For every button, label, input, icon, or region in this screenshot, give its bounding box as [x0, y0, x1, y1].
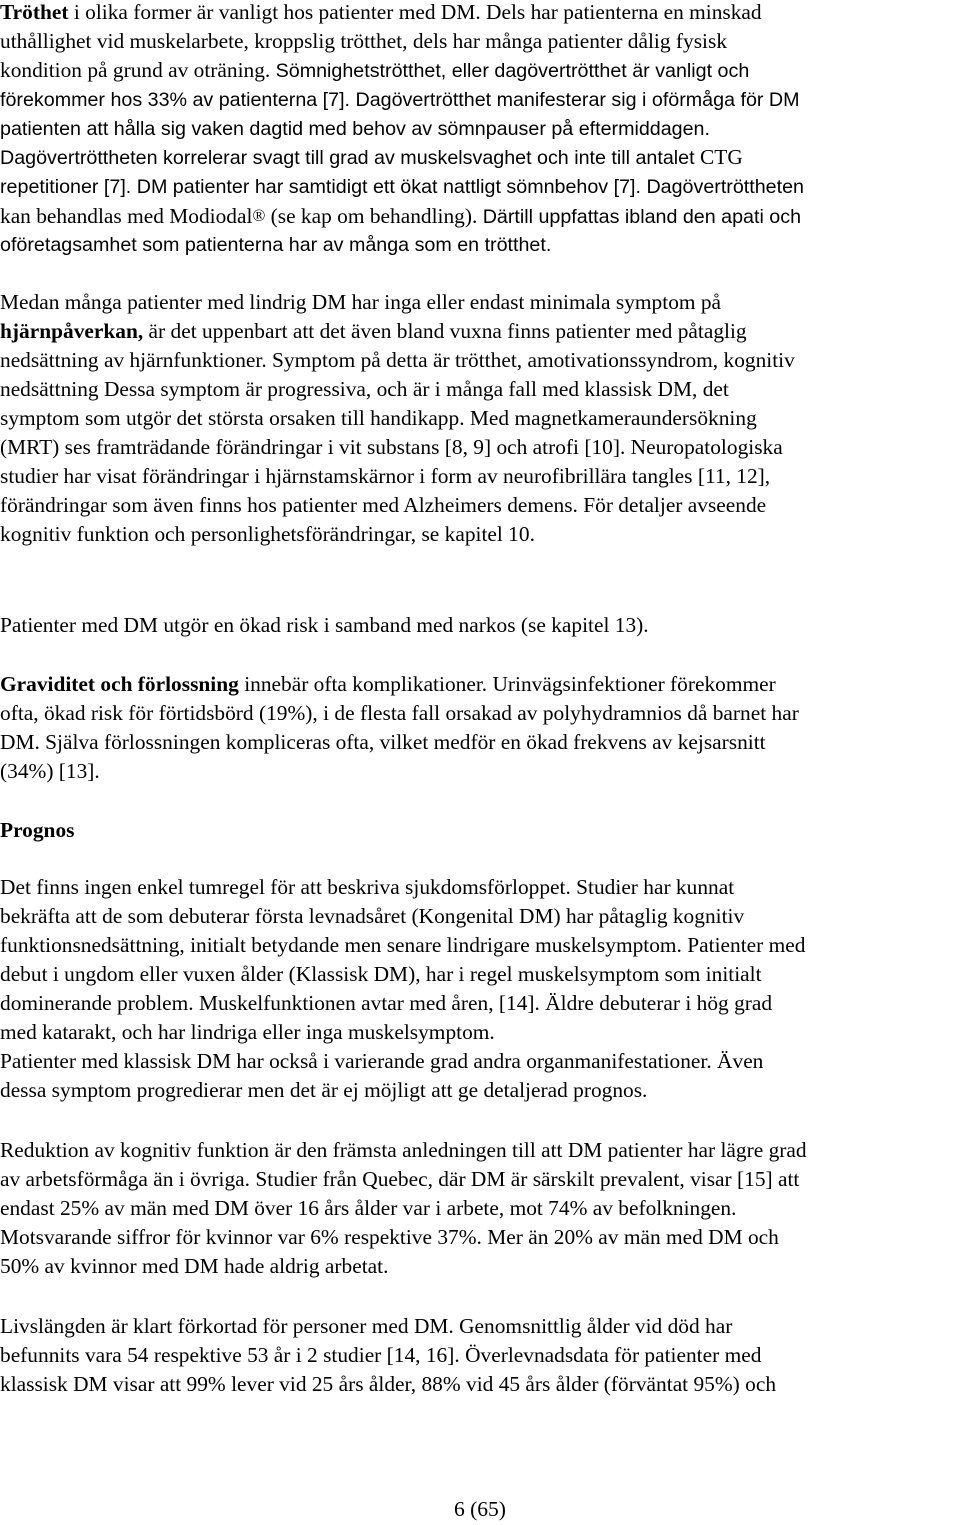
text-line [0, 1136, 955, 1165]
bold-text: Prognos [0, 818, 75, 842]
bold-text: hjärnpåverkan, [0, 319, 144, 343]
text-line [0, 462, 955, 491]
text-line [0, 1252, 955, 1281]
text-line [0, 143, 955, 172]
text-run: förändringar som även finns hos patienter med Alzheimers demens. För detaljer avseende [0, 493, 767, 517]
text-run: Sömnighetströtthet, eller dagövertrötthet är vanligt och [275, 60, 750, 82]
text-run: studier har visat förändringar i hjärnstamskärnor i form av neurofibrillära tangles [11, 12], [0, 464, 771, 488]
text-run: symptom som utgör det största orsaken till handikapp. Med magnetkameraundersökning [0, 406, 757, 430]
paragraph-fatigue [0, 0, 960, 259]
text-run: (34%) [13]. [0, 759, 100, 783]
paragraph-life-expectancy [0, 1312, 960, 1399]
text-run: Därtill uppfattas ibland den apati och [482, 206, 802, 228]
text-line [0, 989, 955, 1018]
text-run: Det finns ingen enkel tumregel för att beskriva sjukdomsförloppet. Studier har kunnat [0, 875, 735, 899]
text-run: funktionsnedsättning, initialt betydande men senare lindrigare muskelsymptom. Patienter med [0, 933, 806, 957]
text-run: dessa symptom progredierar men det är ej möjligt att ge detaljerad prognos. [0, 1078, 648, 1102]
text-run: Dagövertröttheten korrelerar svagt till grad av muskelsvaghet och inte till antalet [0, 147, 701, 169]
bold-text: Tröthet [0, 0, 69, 24]
text-run: Patienter med DM utgör en ökad risk i samband med narkos (se kapitel 13). [0, 613, 649, 637]
text-line [0, 699, 955, 728]
text-run: Reduktion av kognitiv funktion är den främsta anledningen till att DM patienter har lägre grad [0, 1138, 807, 1162]
text-run: endast 25% av män med DM över 16 års ålder var i arbete, mot 74% av befolkningen. [0, 1196, 737, 1220]
bold-text: Graviditet och förlossning [0, 672, 239, 696]
text-run: kondition på grund av oträning. [0, 58, 276, 82]
text-run: ofta, ökad risk för förtidsbörd (19%), i de flesta fall orsakad av polyhydramnios då barnet har [0, 701, 799, 725]
paragraph-pregnancy [0, 670, 960, 786]
paragraph-anesthesia [0, 611, 960, 640]
text-line [0, 1370, 955, 1399]
text-run: debut i ungdom eller vuxen ålder (Klassisk DM), har i regel muskelsymptom som initialt [0, 962, 762, 986]
text-line [0, 902, 955, 931]
text-run: Patienter med klassisk DM har också i varierande grad andra organmanifestationer. Även [0, 1049, 764, 1073]
text-run: Livslängden är klart förkortad för personer med DM. Genomsnittlig ålder vid död har [0, 1314, 733, 1338]
text-line [0, 375, 955, 404]
text-line [0, 433, 955, 462]
section-heading-prognos [0, 816, 960, 845]
text-run: i olika former är vanligt hos patienter med DM. Dels har patienterna en minskad [68, 0, 762, 24]
text-line [0, 346, 955, 375]
text-run: Motsvarande siffror för kvinnor var 6% respektive 37%. Mer än 20% av män med DM och [0, 1225, 779, 1249]
paragraph-brain-effects [0, 288, 960, 549]
text-line [0, 931, 955, 960]
text-run: dominerande problem. Muskelfunktionen avtar med åren, [14]. Äldre debuterar i hög grad [0, 991, 773, 1015]
text-line [0, 172, 955, 201]
text-line [0, 757, 955, 786]
text-line [0, 404, 955, 433]
text-run: innebär ofta komplikationer. Urinvägsinfektioner förekommer [238, 672, 776, 696]
text-line [0, 85, 955, 114]
text-line [0, 317, 955, 346]
text-line [0, 520, 955, 549]
text-line [0, 288, 955, 317]
text-run: Dagövertröttheten [646, 176, 804, 198]
paragraph-prognosis [0, 873, 960, 1105]
text-line [0, 0, 955, 27]
text-line [0, 1165, 955, 1194]
text-run: befunnits vara 54 respektive 53 år i 2 studier [14, 16]. Överlevnadsdata för patienter med [0, 1343, 762, 1367]
text-run: oföretagsamhet som patienterna har av många som en trötthet. [0, 234, 552, 256]
text-line [0, 56, 955, 85]
text-run: (MRT) ses framträdande förändringar i vit substans [8, 9] och atrofi [10]. Neuropatologiska [0, 435, 783, 459]
text-run: förekommer hos 33% av patienterna [7]. Dagövertrötthet manifesterar sig i oförmåga för DM [0, 89, 800, 111]
text-line [0, 1194, 955, 1223]
text-line [0, 114, 955, 143]
text-run: repetitioner [7]. DM patienter har samtidigt ett ökat nattligt sömnbehov [7]. [0, 176, 647, 198]
text-run: CTG [700, 145, 743, 169]
page-number: 6 (65) [454, 1497, 506, 1521]
text-run: med katarakt, och har lindriga eller inga muskelsymptom. [0, 1020, 495, 1044]
text-line [0, 873, 955, 902]
text-line [0, 670, 955, 699]
text-line [0, 491, 955, 520]
text-run: uthållighet vid muskelarbete, kroppslig trötthet, dels har många patienter dålig fysisk [0, 29, 728, 53]
text-line [0, 27, 955, 56]
text-run: kognitiv funktion och personlighetsförändringar, se kapitel 10. [0, 522, 535, 546]
registered-mark: ® [252, 206, 266, 225]
text-line [0, 1223, 955, 1252]
text-run: (se kap om behandling). [265, 204, 483, 228]
text-run: nedsättning av hjärnfunktioner. Symptom på detta är trötthet, amotivationssyndrom, kognitiv [0, 348, 795, 372]
text-run: nedsättning Dessa symptom är progressiva, och är i många fall med klassisk DM, det [0, 377, 729, 401]
text-line [0, 1076, 955, 1105]
text-line [0, 1312, 955, 1341]
text-line [0, 960, 955, 989]
text-run: DM. Själva förlossningen kompliceras ofta, vilket medför en ökad frekvens av kejsarsnitt [0, 730, 766, 754]
paragraph-work-capacity [0, 1136, 960, 1281]
text-line [0, 201, 955, 230]
text-line [0, 611, 955, 640]
text-run: patienten att hålla sig vaken dagtid med behov av sömnpauser på eftermiddagen. [0, 118, 710, 140]
text-line [0, 1018, 955, 1047]
text-run: av arbetsförmåga än i övriga. Studier från Quebec, där DM är särskilt prevalent, visar [15] att [0, 1167, 800, 1191]
text-run: klassisk DM visar att 99% lever vid 25 års ålder, 88% vid 45 års ålder (förväntat 95%) och [0, 1372, 777, 1396]
text-run: 50% av kvinnor med DM hade aldrig arbetat. [0, 1254, 389, 1278]
text-line [0, 1047, 955, 1076]
text-line [0, 728, 955, 757]
text-run: Medan många patienter med lindrig DM har inga eller endast minimala symptom på [0, 290, 722, 314]
text-line [0, 816, 955, 845]
text-run: bekräfta att de som debuterar första levnadsåret (Kongenital DM) har påtaglig kognitiv [0, 904, 745, 928]
text-line [0, 230, 955, 259]
text-run: är det uppenbart att det även bland vuxna finns patienter med påtaglig [143, 319, 747, 343]
text-run: kan behandlas med Modiodal [0, 204, 253, 228]
text-line [0, 1341, 955, 1370]
